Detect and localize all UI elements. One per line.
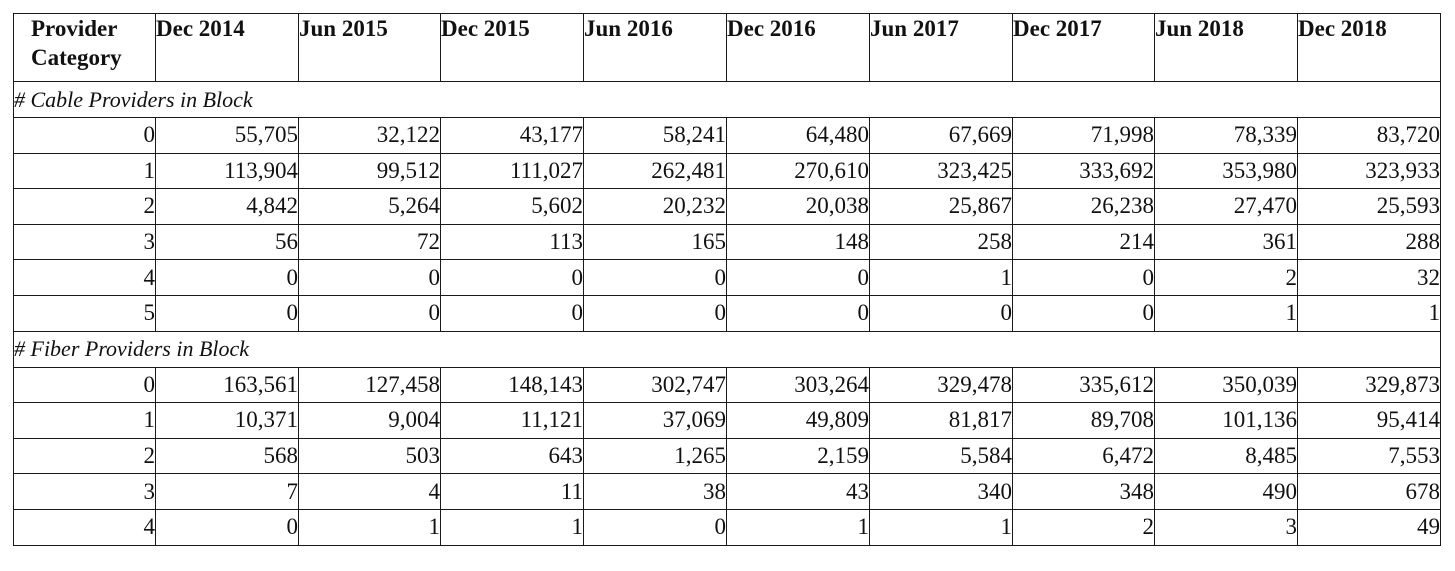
table-row (14, 189, 1441, 225)
table-row (14, 438, 1441, 474)
value-cell: 0 (584, 260, 727, 296)
value-cell: 3 (1155, 509, 1298, 545)
table-body (14, 82, 1441, 546)
header-period: Dec 2016 (727, 14, 870, 82)
value-cell: 1,265 (584, 438, 727, 474)
table-row (14, 260, 1441, 296)
value-cell: 83,720 (1298, 118, 1441, 154)
value-cell: 99,512 (299, 153, 441, 189)
category-cell: 1 (14, 153, 156, 189)
category-cell: 2 (14, 189, 156, 225)
header-line-2: Category (31, 45, 122, 70)
category-cell: 1 (14, 403, 156, 439)
value-cell: 38 (584, 474, 727, 510)
table-row (14, 367, 1441, 403)
value-cell: 58,241 (584, 118, 727, 154)
value-cell: 678 (1298, 474, 1441, 510)
value-cell: 0 (156, 509, 299, 545)
value-cell: 348 (1013, 474, 1155, 510)
header-period: Jun 2018 (1155, 14, 1298, 82)
provider-table (13, 13, 1441, 546)
header-period: Jun 2015 (299, 14, 441, 82)
value-cell: 503 (299, 438, 441, 474)
value-cell: 643 (441, 438, 584, 474)
category-cell: 2 (14, 438, 156, 474)
value-cell: 0 (584, 295, 727, 331)
value-cell: 1 (299, 509, 441, 545)
header-period: Dec 2014 (156, 14, 299, 82)
value-cell: 333,692 (1013, 153, 1155, 189)
value-cell: 71,998 (1013, 118, 1155, 154)
value-cell: 165 (584, 224, 727, 260)
value-cell: 55,705 (156, 118, 299, 154)
value-cell: 9,004 (299, 403, 441, 439)
table-row (14, 295, 1441, 331)
value-cell: 303,264 (727, 367, 870, 403)
value-cell: 1 (1298, 295, 1441, 331)
category-cell: 3 (14, 224, 156, 260)
value-cell: 1 (870, 509, 1013, 545)
table-row (14, 118, 1441, 154)
value-cell: 81,817 (870, 403, 1013, 439)
section-title: # Cable Providers in Block (14, 82, 1441, 118)
header-period: Dec 2017 (1013, 14, 1155, 82)
value-cell: 4,842 (156, 189, 299, 225)
category-cell: 0 (14, 367, 156, 403)
value-cell: 490 (1155, 474, 1298, 510)
value-cell: 4 (299, 474, 441, 510)
value-cell: 1 (870, 260, 1013, 296)
value-cell: 148 (727, 224, 870, 260)
value-cell: 5,264 (299, 189, 441, 225)
value-cell: 25,593 (1298, 189, 1441, 225)
value-cell: 127,458 (299, 367, 441, 403)
value-cell: 89,708 (1013, 403, 1155, 439)
value-cell: 0 (1013, 295, 1155, 331)
value-cell: 1 (1155, 295, 1298, 331)
value-cell: 0 (299, 260, 441, 296)
value-cell: 20,232 (584, 189, 727, 225)
value-cell: 0 (727, 260, 870, 296)
value-cell: 2 (1013, 509, 1155, 545)
value-cell: 0 (441, 260, 584, 296)
section-row (14, 331, 1441, 367)
value-cell: 270,610 (727, 153, 870, 189)
value-cell: 20,038 (727, 189, 870, 225)
value-cell: 329,478 (870, 367, 1013, 403)
value-cell: 5,584 (870, 438, 1013, 474)
value-cell: 6,472 (1013, 438, 1155, 474)
value-cell: 0 (1013, 260, 1155, 296)
value-cell: 25,867 (870, 189, 1013, 225)
section-title: # Fiber Providers in Block (14, 331, 1441, 367)
header-provider-category (14, 14, 156, 82)
value-cell: 1 (727, 509, 870, 545)
value-cell: 11,121 (441, 403, 584, 439)
value-cell: 10,371 (156, 403, 299, 439)
value-cell: 214 (1013, 224, 1155, 260)
value-cell: 56 (156, 224, 299, 260)
table-row (14, 153, 1441, 189)
value-cell: 2,159 (727, 438, 870, 474)
header-period: Jun 2016 (584, 14, 727, 82)
value-cell: 361 (1155, 224, 1298, 260)
value-cell: 262,481 (584, 153, 727, 189)
value-cell: 43 (727, 474, 870, 510)
value-cell: 323,425 (870, 153, 1013, 189)
category-cell: 4 (14, 260, 156, 296)
table-row (14, 509, 1441, 545)
header-period: Dec 2015 (441, 14, 584, 82)
value-cell: 0 (584, 509, 727, 545)
value-cell: 288 (1298, 224, 1441, 260)
value-cell: 0 (156, 260, 299, 296)
header-period: Dec 2018 (1298, 14, 1441, 82)
value-cell: 11 (441, 474, 584, 510)
value-cell: 258 (870, 224, 1013, 260)
value-cell: 26,238 (1013, 189, 1155, 225)
value-cell: 0 (156, 295, 299, 331)
value-cell: 7 (156, 474, 299, 510)
header-row (14, 14, 1441, 82)
value-cell: 43,177 (441, 118, 584, 154)
value-cell: 49 (1298, 509, 1441, 545)
category-cell: 3 (14, 474, 156, 510)
section-row (14, 82, 1441, 118)
value-cell: 5,602 (441, 189, 584, 225)
category-cell: 5 (14, 295, 156, 331)
value-cell: 329,873 (1298, 367, 1441, 403)
table-row (14, 403, 1441, 439)
value-cell: 111,027 (441, 153, 584, 189)
value-cell: 0 (727, 295, 870, 331)
value-cell: 0 (299, 295, 441, 331)
value-cell: 37,069 (584, 403, 727, 439)
value-cell: 101,136 (1155, 403, 1298, 439)
category-cell: 4 (14, 509, 156, 545)
header-period: Jun 2017 (870, 14, 1013, 82)
value-cell: 64,480 (727, 118, 870, 154)
value-cell: 350,039 (1155, 367, 1298, 403)
value-cell: 353,980 (1155, 153, 1298, 189)
value-cell: 67,669 (870, 118, 1013, 154)
value-cell: 49,809 (727, 403, 870, 439)
value-cell: 8,485 (1155, 438, 1298, 474)
value-cell: 27,470 (1155, 189, 1298, 225)
value-cell: 335,612 (1013, 367, 1155, 403)
value-cell: 1 (441, 509, 584, 545)
value-cell: 72 (299, 224, 441, 260)
value-cell: 32 (1298, 260, 1441, 296)
value-cell: 163,561 (156, 367, 299, 403)
value-cell: 340 (870, 474, 1013, 510)
value-cell: 32,122 (299, 118, 441, 154)
table-row (14, 224, 1441, 260)
value-cell: 7,553 (1298, 438, 1441, 474)
value-cell: 302,747 (584, 367, 727, 403)
value-cell: 113 (441, 224, 584, 260)
category-cell: 0 (14, 118, 156, 154)
value-cell: 78,339 (1155, 118, 1298, 154)
header-line-1: Provider (31, 16, 118, 41)
value-cell: 0 (870, 295, 1013, 331)
value-cell: 323,933 (1298, 153, 1441, 189)
value-cell: 95,414 (1298, 403, 1441, 439)
value-cell: 113,904 (156, 153, 299, 189)
value-cell: 148,143 (441, 367, 584, 403)
value-cell: 0 (441, 295, 584, 331)
table-row (14, 474, 1441, 510)
value-cell: 568 (156, 438, 299, 474)
value-cell: 2 (1155, 260, 1298, 296)
